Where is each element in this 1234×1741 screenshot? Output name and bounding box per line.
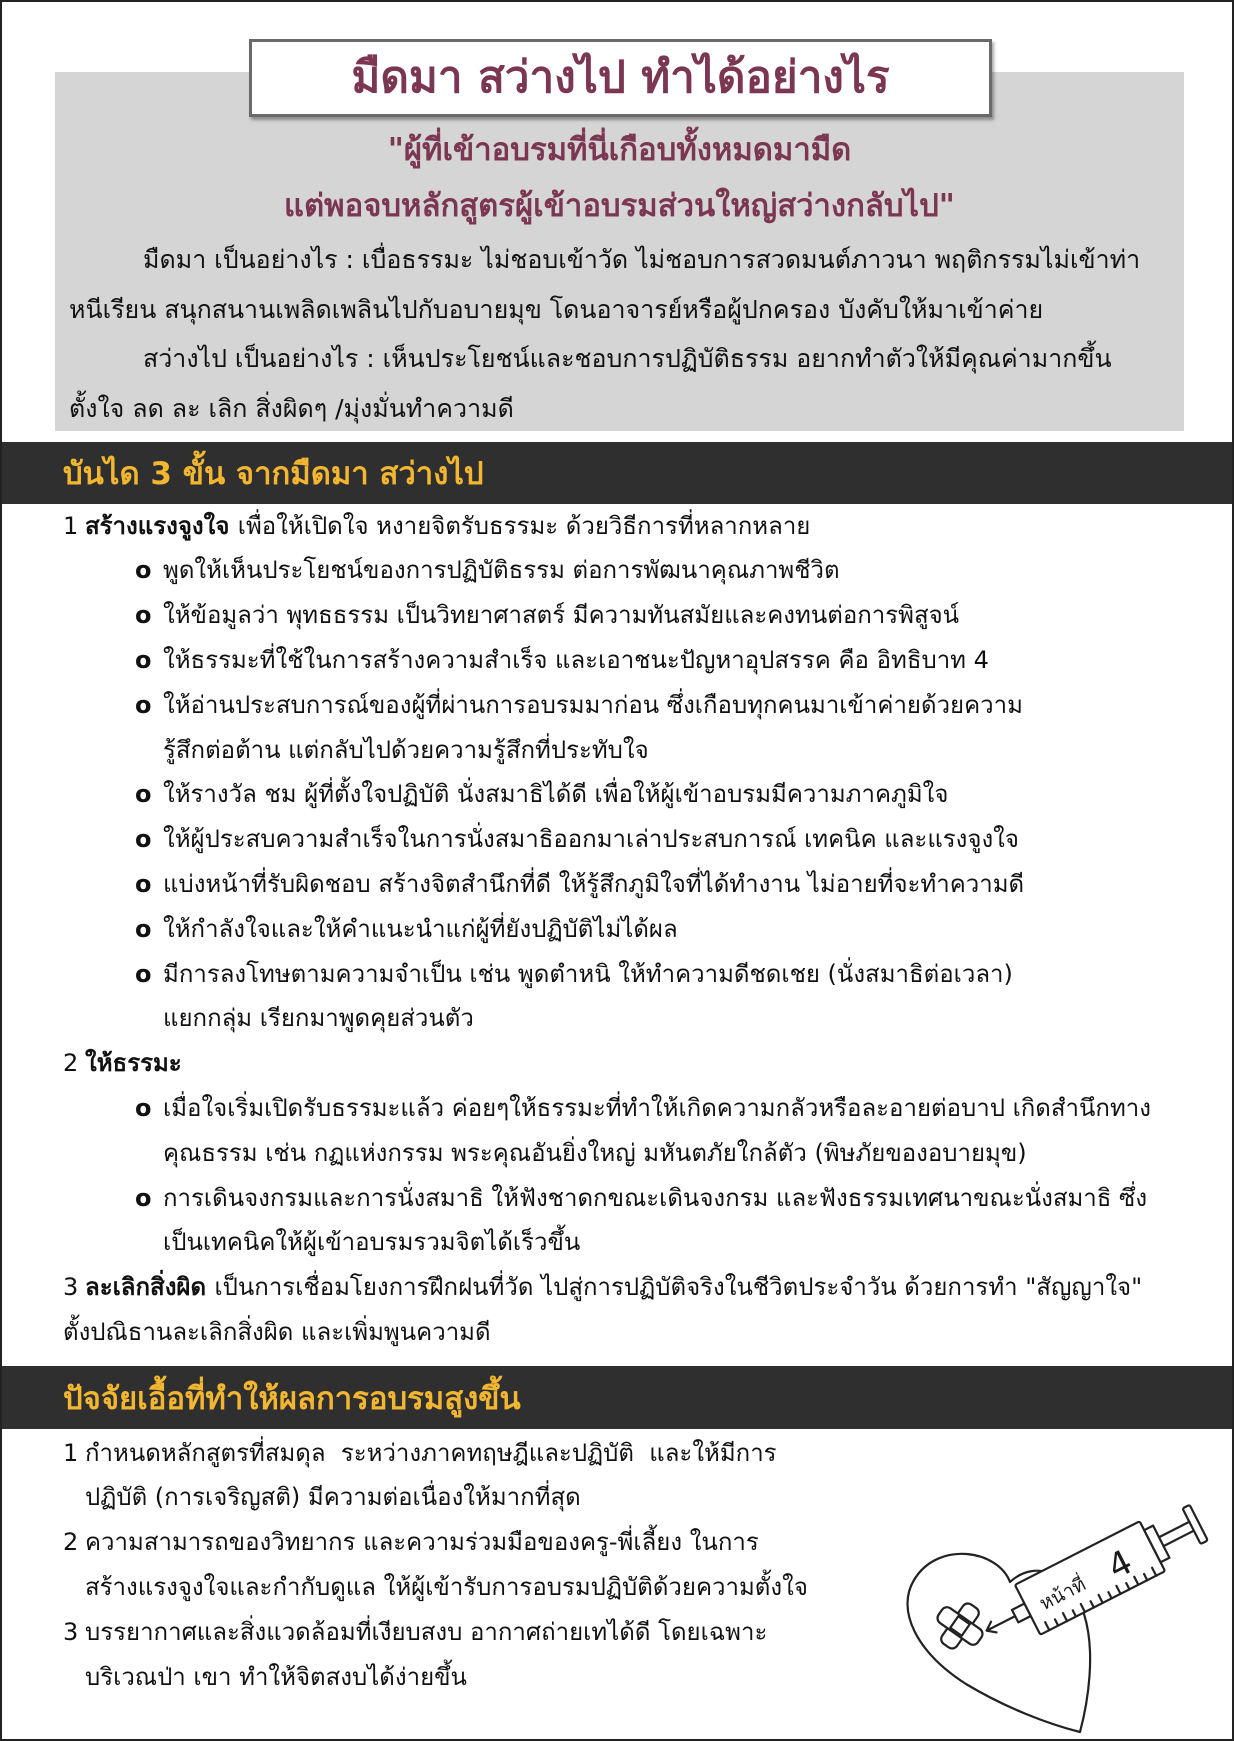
bullet-marker: o	[135, 556, 152, 585]
step-text: เป็นการเชื่อมโยงการฝึกฝนที่วัด ไปสู่การปฏิบัติจริงในชีวิตประจำวัน ด้วยการทำ "สัญญาใจ"	[214, 1273, 1143, 1302]
factor-text: กำหนดหลักสูตรที่สมดุล ระหว่างภาคทฤษฎีและปฏิบัติ และให้มีการ	[85, 1438, 777, 1467]
factor-item-continued	[2, 1565, 882, 1610]
bullet-item-continued	[2, 996, 1184, 1041]
step-item-continued	[2, 1310, 1184, 1355]
bullet-text: คุณธรรม เช่น กฏแห่งกรรม พระคุณอันยิ่งใหญ่ มหันตภัยใกล้ตัว (พิษภัยของอบายมุข)	[163, 1138, 1027, 1167]
bullet-text: ให้อ่านประสบการณ์ของผู้ที่ผ่านการอบรมมาก่อน ซึ่งเกือบทุกคนมาเข้าค่ายด้วยความ	[163, 690, 1023, 719]
intro-dark-line: หนีเรียน สนุกสนานเพลิดเพลินไปกับอบายมุข โดนอาจารย์หรือผู้ปกครอง บังคับให้มาเข้าค่าย	[69, 294, 1044, 324]
bullet-text: แยกกลุ่ม เรียกมาพูดคุยส่วนตัว	[163, 1004, 474, 1033]
bullet-text: เมื่อใจเริ่มเปิดรับธรรมะแล้ว ค่อยๆให้ธรรมะที่ทำให้เกิดความกลัวหรือละอายต่อบาป เกิดสำนึกทาง	[163, 1093, 1151, 1122]
intro-dark-line: มืดมา เป็นอย่างไร : เบื่อธรรมะ ไม่ชอบเข้าวัด ไม่ชอบการสวดมนต์ภาวนา พฤติกรรมไม่เข้าท่า	[143, 245, 1141, 274]
bullet-marker: o	[135, 869, 152, 898]
page-marker-number: 4	[1101, 1542, 1139, 1588]
step-item	[2, 504, 1184, 549]
factor-number: 1	[63, 1438, 79, 1467]
step-title: ให้ธรรมะ	[85, 1049, 182, 1078]
bullet-item	[2, 1086, 1184, 1131]
bullet-text: พูดให้เห็นประโยชน์ของการปฏิบัติธรรม ต่อการพัฒนาคุณภาพชีวิต	[163, 556, 840, 585]
bullet-marker: o	[135, 780, 152, 809]
factor-number: 3	[63, 1617, 79, 1646]
intro-text	[2, 235, 1234, 433]
bullet-item-continued	[2, 1131, 1184, 1176]
factor-text: ปฏิบัติ (การเจริญสติ) มีความต่อเนื่องให้มากที่สุด	[85, 1483, 581, 1512]
bullet-item	[2, 817, 1184, 862]
bullet-text: ให้ข้อมูลว่า พุทธธรรม เป็นวิทยาศาสตร์ มีความทันสมัยและคงทนต่อการพิสูจน์	[163, 601, 960, 630]
bullet-item	[2, 593, 1184, 638]
quote-block	[55, 122, 1184, 234]
intro-light-line: สว่างไป เป็นอย่างไร : เห็นประโยชน์และชอบการปฏิบัติธรรม อยากทำตัวให้มีคุณค่ามากขึ้น	[143, 344, 1112, 373]
step-item	[2, 1265, 1184, 1310]
bullet-text: มีการลงโทษตามความจำเป็น เช่น พูดตำหนิ ให้ทำความดีชดเชย (นั่งสมาธิต่อเวลา)	[163, 959, 1013, 988]
factor-text: บริเวณป่า เขา ทำให้จิตสงบได้ง่ายขึ้น	[85, 1662, 467, 1691]
bullet-marker: o	[135, 825, 152, 854]
bullet-text: ให้กำลังใจและให้คำแนะนำแก่ผู้ที่ยังปฏิบัติไม่ได้ผล	[163, 914, 678, 943]
step-title: สร้างแรงจูงใจ	[85, 511, 230, 540]
bullet-item	[2, 907, 1184, 952]
bullet-text: การเดินจงกรมและการนั่งสมาธิ ให้ฟังชาดกขณะเดินจงกรม และฟังธรรมเทศนาขณะนั่งสมาธิ ซึ่ง	[163, 1183, 1148, 1212]
bullet-item	[2, 548, 1184, 593]
bullet-item	[2, 952, 1184, 997]
bullet-marker: o	[135, 690, 152, 719]
bullet-item-continued	[2, 1220, 1184, 1265]
factor-item	[2, 1610, 882, 1655]
bullet-text: ให้ผู้ประสบความสำเร็จในการนั่งสมาธิออกมาเล่าประสบการณ์ เทคนิค และแรงจูงใจ	[163, 825, 1019, 854]
section-header-factors	[2, 1366, 1234, 1429]
steps-list	[2, 504, 1234, 1355]
bullet-item	[2, 1176, 1184, 1221]
bullet-text: รู้สึกต่อต้าน แต่กลับไปด้วยความรู้สึกที่ประทับใจ	[163, 735, 649, 764]
bullet-marker: o	[135, 1093, 152, 1122]
bullet-item	[2, 772, 1184, 817]
step-item	[2, 1041, 1184, 1086]
page-title: มืดมา สว่างไป ทำได้อย่างไร	[249, 39, 992, 117]
factor-item	[2, 1520, 882, 1565]
factor-item-continued	[2, 1475, 882, 1520]
factor-text: บรรยากาศและสิ่งแวดล้อมที่เงียบสงบ อากาศถ่ายเทได้ดี โดยเฉพาะ	[85, 1617, 768, 1646]
bullet-text: แบ่งหน้าที่รับผิดชอบ สร้างจิตสำนึกที่ดี ให้รู้สึกภูมิใจที่ได้ทำงาน ไม่อายที่จะทำความดี	[163, 869, 1025, 898]
step-number: 1	[63, 511, 79, 540]
bandage-icon	[935, 1601, 985, 1651]
bullet-marker: o	[135, 914, 152, 943]
bullet-item	[2, 683, 1184, 728]
factor-item	[2, 1431, 882, 1476]
bullet-marker: o	[135, 959, 152, 988]
step-number: 2	[63, 1049, 79, 1078]
factor-text: สร้างแรงจูงใจและกำกับดูแล ให้ผู้เข้ารับการอบรมปฏิบัติด้วยความตั้งใจ	[85, 1572, 808, 1601]
factor-item-continued	[2, 1655, 882, 1700]
step-number: 3	[63, 1273, 79, 1302]
quote-line: "ผู้ที่เข้าอบรมที่นี่เกือบทั้งหมดมามืด	[387, 132, 852, 168]
bullet-marker: o	[135, 601, 152, 630]
intro-light-line: ตั้งใจ ลด ละ เลิก สิ่งผิดๆ /มุ่งมั่นทำความดี	[69, 393, 514, 423]
bullet-marker: o	[135, 645, 152, 674]
bullet-marker: o	[135, 1183, 152, 1212]
bullet-item	[2, 862, 1184, 907]
factor-number: 2	[63, 1528, 79, 1557]
step-text: ตั้งปณิธานละเลิกสิ่งผิด และเพิ่มพูนความดี	[63, 1317, 491, 1346]
step-text: เพื่อให้เปิดใจ หงายจิตรับธรรมะ ด้วยวิธีการที่หลากหลาย	[237, 511, 811, 540]
page-marker-label: หน้าที่	[1036, 1573, 1090, 1616]
bullet-item	[2, 638, 1184, 683]
factor-text: ความสามารถของวิทยากร และความร่วมมือของครู-พี่เลี้ยง ในการ	[85, 1528, 759, 1557]
bullet-text: ให้ธรรมะที่ใช้ในการสร้างความสำเร็จ และเอาชนะปัญหาอุปสรรค คือ อิทธิบาท 4	[163, 645, 989, 674]
step-title: ละเลิกสิ่งผิด	[85, 1273, 207, 1302]
section-heading: บันได 3 ขั้น จากมืดมา สว่างไป	[63, 456, 484, 492]
section-heading: ปัจจัยเอื้อที่ทำให้ผลการอบรมสูงขึ้น	[63, 1380, 521, 1417]
bullet-item-continued	[2, 728, 1184, 773]
page-marker-illustration	[898, 1502, 1218, 1737]
bullet-text: ให้รางวัล ชม ผู้ที่ตั้งใจปฏิบัติ นั่งสมาธิได้ดี เพื่อให้ผู้เข้าอบรมมีความภาคภูมิใจ	[163, 780, 949, 809]
quote-line: แต่พอจบหลักสูตรผู้เข้าอบรมส่วนใหญ่สว่างกลับไป"	[284, 188, 955, 224]
section-header-steps	[2, 442, 1234, 504]
bullet-text: เป็นเทคนิคให้ผู้เข้าอบรมรวมจิตได้เร็วขึ้น	[163, 1228, 581, 1257]
